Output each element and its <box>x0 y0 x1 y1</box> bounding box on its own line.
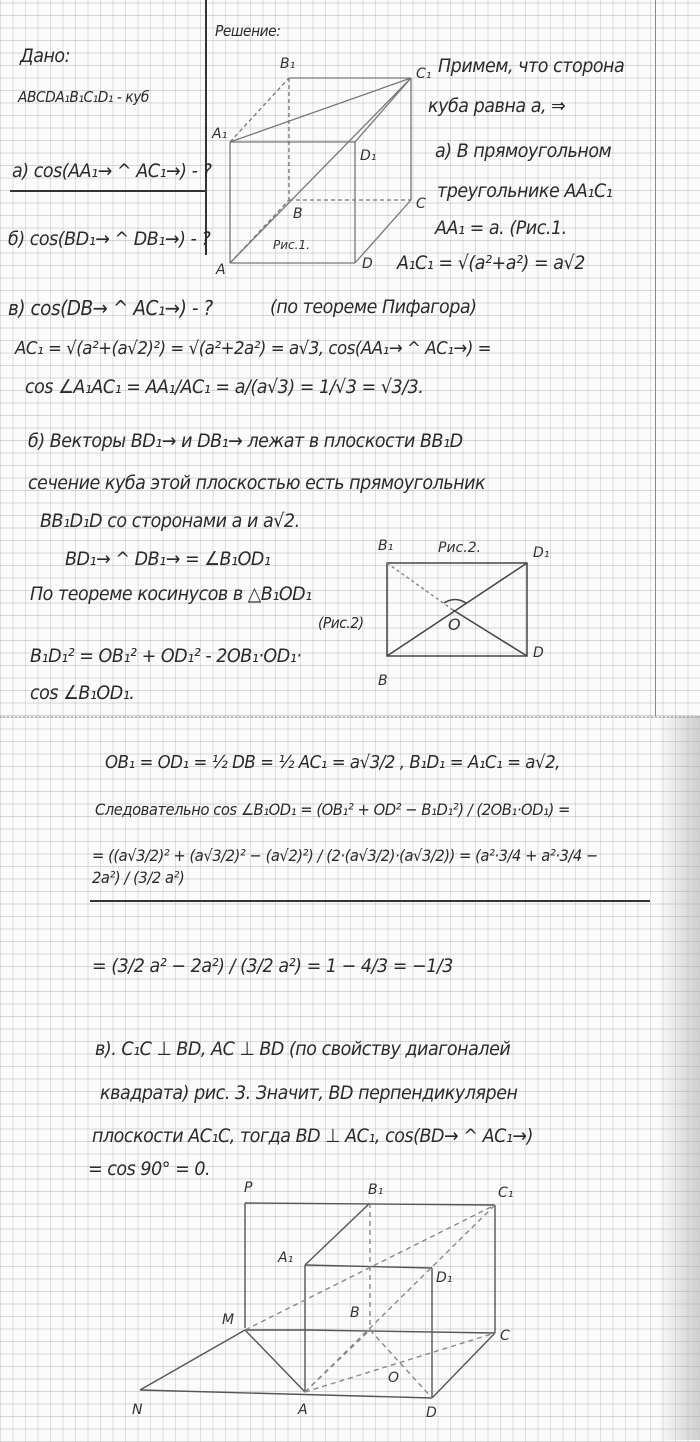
fig3-label-D: D <box>426 1405 437 1421</box>
fig2-label-O: O <box>448 615 461 634</box>
solution-line: = ((a√3/2)² + (a√3/2)² − (a√2)²) / (2·(a√3/2)·(a√3/2)) = (a²·3/4 + a²·3/4 − 2a²) / (3/2 a²) <box>92 846 598 887</box>
fig1-label-C1: C₁ <box>416 66 432 82</box>
fig3-label-M: M <box>222 1312 235 1328</box>
solution-line: = cos 90° = 0. <box>88 1158 211 1180</box>
fig3-label-P: P <box>244 1180 253 1196</box>
solution-line: B₁D₁² = OB₁² + OD₁² - 2OB₁·OD₁· <box>30 645 302 667</box>
solution-heading: Решение: <box>215 22 281 40</box>
solution-line: (Рис.2) <box>318 614 364 632</box>
fig2-caption: Рис.2. <box>438 540 482 556</box>
solution-line: сечение куба этой плоскостью есть прямоугольник <box>28 472 486 494</box>
fig3-label-O: O <box>388 1370 400 1386</box>
fig1-label-A1: A₁ <box>212 126 228 142</box>
given-statement: ABCDA₁B₁C₁D₁ - куб <box>18 88 149 106</box>
fig3-label-B: B <box>350 1305 360 1321</box>
fig1-label-D1: D₁ <box>360 148 377 164</box>
fig2-label-D: D <box>533 645 544 661</box>
solution-line: квадрата) рис. 3. Значит, BD перпендикулярен <box>100 1082 518 1104</box>
fig1-label-B1: B₁ <box>280 56 296 72</box>
solution-line: Примем, что сторона <box>438 55 625 77</box>
fig3-label-N: N <box>132 1402 143 1418</box>
solution-line: BB₁D₁D со сторонами a и a√2. <box>40 510 300 532</box>
solution-line: По теореме косинусов в △B₁OD₁ <box>30 583 312 605</box>
fig3-label-C: C <box>500 1328 510 1344</box>
solution-line: (по теореме Пифагора) <box>270 296 477 318</box>
solution-line: A₁C₁ = √(a²+a²) = a√2 <box>397 252 585 274</box>
solution-line: = (3/2 a² − 2a²) / (3/2 a²) = 1 − 4/3 = −1/3 <box>92 955 453 977</box>
solution-line: в). C₁C ⊥ BD, AC ⊥ BD (по свойству диагоналей <box>95 1038 511 1060</box>
solution-line: BD₁→ ^ DB₁→ = ∠B₁OD₁ <box>65 548 271 570</box>
given-heading: Дано: <box>20 45 71 67</box>
solution-line: треугольнике AA₁C₁ <box>437 180 613 202</box>
question-c: в) cos(DB→ ^ AC₁→) - ? <box>8 296 213 320</box>
fig3-label-A1: A₁ <box>278 1250 294 1266</box>
solution-line: AC₁ = √(a²+(a√2)²) = √(a²+2a²) = a√3, cos(AA₁→ ^ AC₁→) = <box>15 338 492 359</box>
fig1-caption: Рис.1. <box>273 238 310 252</box>
fig3-label-B1: B₁ <box>368 1182 384 1198</box>
fig3-label-D1: D₁ <box>436 1270 453 1286</box>
solution-line: cos ∠A₁AC₁ = AA₁/AC₁ = a/(a√3) = 1/√3 = √3/3. <box>25 376 424 398</box>
question-a: а) cos(AA₁→ ^ AC₁→) - ? <box>12 160 212 182</box>
fig3-label-A: A <box>298 1402 308 1418</box>
fig1-label-B: B <box>293 206 303 222</box>
solution-line: OB₁ = OD₁ = ½ DB = ½ AC₁ = a√3/2 , B₁D₁ = A₁C₁ = a√2, <box>105 752 560 773</box>
fig3-label-C1: C₁ <box>498 1185 514 1201</box>
solution-line: плоскости AC₁C, тогда BD ⊥ AC₁, cos(BD→ ^ AC₁→) <box>92 1125 533 1147</box>
fig2-label-D1: D₁ <box>533 545 550 561</box>
solution-line: б) Векторы BD₁→ и DB₁→ лежат в плоскости BB₁D <box>28 430 463 452</box>
question-b: б) cos(BD₁→ ^ DB₁→) - ? <box>8 228 211 250</box>
solution-line: а) В прямоугольном <box>435 140 612 162</box>
solution-line: cos ∠B₁OD₁. <box>30 682 135 704</box>
fig1-label-C: C <box>416 196 426 212</box>
fig2-label-B: B <box>378 673 388 689</box>
solution-line: куба равна a, ⇒ <box>428 95 566 117</box>
fig1-label-D: D <box>362 256 373 272</box>
fig2-label-B1: B₁ <box>378 538 394 554</box>
solution-line: AA₁ = a. (Рис.1. <box>435 217 567 239</box>
solution-line: Следовательно cos ∠B₁OD₁ = (OB₁² + OD² − B₁D₁²) / (2OB₁·OD₁) = <box>95 800 570 819</box>
fig1-label-A: A <box>216 262 226 278</box>
